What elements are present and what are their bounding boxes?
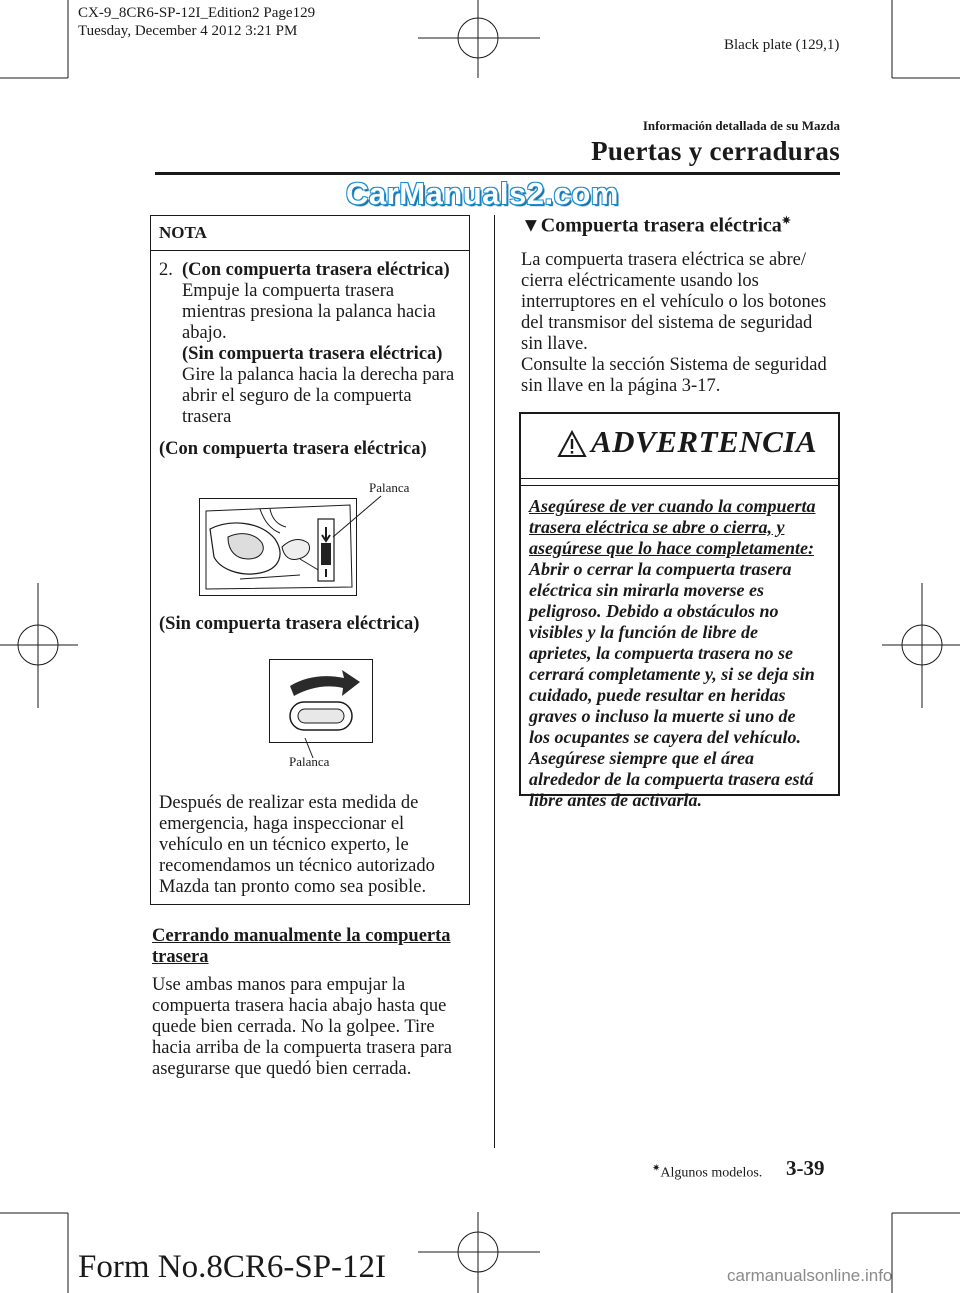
warning-text: [529, 496, 839, 811]
page-number: 3-39: [786, 1156, 825, 1180]
manual-close-heading: [152, 926, 451, 968]
note-line: Empuje la compuerta trasera: [182, 281, 395, 301]
figure1-leader-line: [331, 494, 386, 539]
column-divider: [494, 215, 495, 1148]
power-liftgate-line: sin llave.: [521, 334, 588, 354]
warning-divider: [521, 478, 838, 486]
slug-plate: Black plate (129,1): [724, 37, 840, 53]
note-line: (Sin compuerta trasera eléctrica): [182, 344, 443, 364]
warning-line: libre antes de activarla.: [529, 790, 702, 810]
page-title: Puertas y cerraduras: [591, 136, 840, 166]
power-liftgate-line: sin llave en la página 3-17.: [521, 376, 721, 396]
note-after-line: vehículo en un técnico experto, le: [159, 835, 409, 855]
power-liftgate-heading: [521, 214, 791, 238]
power-liftgate-line: Consulte la sección Sistema de seguridad: [521, 355, 827, 375]
figure2-heading: (Sin compuerta trasera eléctrica): [159, 614, 420, 634]
manual-close-line: hacia arriba de la compuerta trasera para: [152, 1038, 452, 1058]
watermark-logo: CarManuals2.com: [346, 176, 619, 211]
warning-triangle-icon: [557, 430, 587, 458]
warning-line: graves o incluso la muerte si uno de: [529, 706, 796, 726]
section-label: Información detallada de su Mazda: [642, 118, 840, 133]
note-after-line: recomendamos un técnico autorizado: [159, 856, 435, 876]
triangle-marker-icon: ▼: [521, 214, 541, 237]
power-liftgate-body: [521, 250, 841, 397]
manual-close-line: compuerta trasera hacia abajo hasta que: [152, 996, 447, 1016]
figure2-label: Palanca: [289, 754, 330, 769]
note-header: [151, 216, 469, 251]
warning-line: cerrará completamente y, si se deja sin: [529, 664, 815, 684]
slug-file: CX-9_8CR6-SP-12I_Edition2 Page129: [78, 5, 316, 21]
warning-line: los ocupantes se cayera del vehículo.: [529, 727, 801, 747]
warning-line: peligroso. Debido a obstáculos no: [529, 601, 779, 621]
warning-header: [521, 414, 838, 478]
power-liftgate-line: cierra eléctricamente usando los: [521, 271, 759, 291]
warning-line: Asegúrese siempre que el área: [529, 748, 754, 768]
warning-line: aprietes, la compuerta trasera no se: [529, 643, 793, 663]
power-liftgate-line: La compuerta trasera eléctrica se abre/: [521, 250, 807, 270]
note-label: NOTA: [159, 223, 207, 242]
note-line: abajo.: [182, 323, 227, 343]
figure-manual-liftgate-lever: [269, 659, 373, 743]
header-rule: [155, 172, 840, 175]
warning-line: Abrir o cerrar la compuerta trasera: [529, 559, 792, 579]
power-liftgate-line: del transmisor del sistema de seguridad: [521, 313, 813, 333]
asterisk-icon: ✷: [781, 215, 792, 227]
warning-box: [519, 412, 840, 810]
warning-line: visibles y la función de libre de: [529, 622, 758, 642]
note-line: (Con compuerta trasera eléctrica): [182, 260, 450, 280]
warning-line: cuidado, puede resultar en heridas: [529, 685, 786, 705]
footnote-text: Algunos modelos.: [660, 1165, 763, 1181]
warning-underlined-line: trasera eléctrica se abre o cierra, y: [529, 517, 785, 537]
manual-close-heading-line: trasera: [152, 947, 209, 967]
warning-title: ADVERTENCIA: [591, 424, 818, 459]
note-item-text: [182, 260, 467, 428]
note-line: Gire la palanca hacia la derecha para: [182, 365, 455, 385]
warning-line: alrededor de la compuerta trasera está: [529, 769, 814, 789]
note-box: [150, 215, 470, 905]
manual-close-heading-line: Cerrando manualmente la compuerta: [152, 926, 451, 946]
warning-underlined-line: Asegúrese de ver cuando la compuerta: [529, 496, 816, 516]
slug-date: Tuesday, December 4 2012 3:21 PM: [78, 23, 298, 39]
lever-rotate-illustration: [270, 660, 371, 741]
form-number: Form No.8CR6-SP-12I: [78, 1249, 387, 1285]
note-after-line: Después de realizar esta medida de: [159, 793, 419, 813]
warning-underlined-line: asegúrese que lo hace completamente:: [529, 538, 814, 558]
manual-close-line: asegurarse que quedó bien cerrada.: [152, 1059, 412, 1079]
note-line: trasera: [182, 407, 232, 427]
note-line: abrir el seguro de la compuerta: [182, 386, 412, 406]
note-after-line: Mazda tan pronto como sea posible.: [159, 877, 427, 897]
figure1-heading: (Con compuerta trasera eléctrica): [159, 439, 427, 459]
power-liftgate-line: interruptores en el vehículo o los botones: [521, 292, 827, 312]
warning-line: eléctrica sin mirarla moverse es: [529, 580, 764, 600]
site-watermark: carmanualsonline.info: [727, 1266, 893, 1285]
note-after-text: [159, 793, 464, 898]
note-line: mientras presiona la palanca hacia: [182, 302, 436, 322]
power-liftgate-heading-text: Compuerta trasera eléctrica: [540, 214, 782, 237]
asterisk-icon: ✷: [652, 1163, 661, 1174]
manual-close-line: quede bien cerrada. No la golpee. Tire: [152, 1017, 435, 1037]
figure1-label: Palanca: [369, 480, 410, 495]
manual-close-line: Use ambas manos para empujar la: [152, 975, 406, 995]
manual-close-body: [152, 975, 482, 1080]
note-after-line: emergencia, haga inspeccionar el: [159, 814, 405, 834]
footnote: [652, 1163, 762, 1182]
note-item-number: 2.: [159, 260, 173, 280]
